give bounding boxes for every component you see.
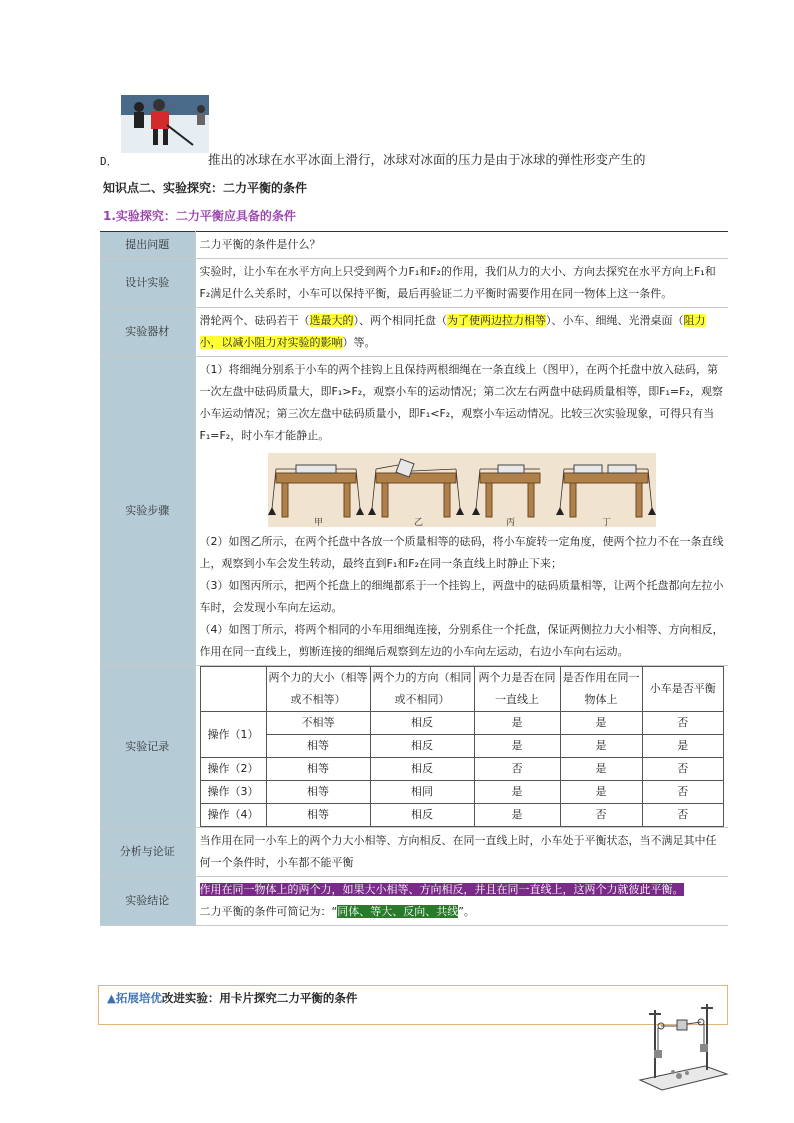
op-3: 操作（3） <box>200 781 266 804</box>
cell: 相反 <box>370 712 474 735</box>
op-4: 操作（4） <box>200 804 266 827</box>
equip-h2: 为了使两边拉力相等 <box>447 314 546 327</box>
rec-head-3: 两个力是否在同一直线上 <box>474 667 560 712</box>
conclusion-pre: 二力平衡的条件可简记为：“ <box>199 905 338 918</box>
cart-figure <box>268 453 656 527</box>
conclusion-hl: 同体、等大、反向、共线 <box>337 905 459 918</box>
fig-label-b: 乙 <box>413 518 423 527</box>
text-steps <box>195 357 728 666</box>
cell: 是 <box>474 804 560 827</box>
card-apparatus-image <box>635 1000 730 1095</box>
cell: 相等 <box>266 804 370 827</box>
cell: 是 <box>474 712 560 735</box>
cell: 相反 <box>370 735 474 758</box>
step-1: （1）将细绳分别系于小车的两个挂钩上且保持两根细绳在一条直线上（图甲），在两个托盘中放入砝码，第一次左盘中砝码质量大，即F₁>F₂，观察小车的运动情况；第二次左右两盘中砝码质量相等，即F₁=F₂，观察小车运动情况；第三次左盘中砝码质量小，即F₁<F₂，观察小车运动情况。比较三次实验现象，可得只有当F₁=F₂，时小车才能静止。 <box>199 363 723 442</box>
cell: 是 <box>560 781 642 804</box>
row-conclusion <box>100 877 728 926</box>
rec-head-1: 两个力的大小（相等或不相等） <box>266 667 370 712</box>
cell: 否 <box>642 781 724 804</box>
cell: 不相等 <box>266 712 370 735</box>
fig-label-c: 丙 <box>505 518 515 527</box>
hockey-photo <box>121 95 209 153</box>
cell: 相等 <box>266 758 370 781</box>
step-3: （3）如图丙所示，把两个托盘上的细绳都系于一个挂钩上，两盘中的砝码质量相等，让两个托盘都向左拉小车时，会发现小车向左运动。 <box>199 579 724 614</box>
text-analysis: 当作用在同一小车上的两个力大小相等、方向相反、在同一直线上时，小车处于平衡状态，当不满足其中任何一个条件时，小车都不能平衡 <box>195 828 728 877</box>
cell: 是 <box>474 735 560 758</box>
cell: 相等 <box>266 781 370 804</box>
cell: 否 <box>474 758 560 781</box>
table-row <box>200 735 724 758</box>
label-conclusion: 实验结论 <box>100 877 195 926</box>
extension-tag: 拓展培优 <box>115 991 162 1005</box>
record-cell <box>195 666 728 828</box>
rec-head-2: 两个力的方向（相同或不相同） <box>370 667 474 712</box>
label-design: 设计实验 <box>100 259 195 308</box>
text-conclusion <box>195 877 728 926</box>
label-analysis: 分析与论证 <box>100 828 195 877</box>
step-4: （4）如图丁所示，将两个相同的小车用细绳连接，分别系住一个托盘，保证两侧拉力大小相等、方向相反，作用在同一直线上，剪断连接的细绳后观察到左边的小车向左运动，右边小车向右运动。 <box>199 623 724 658</box>
extension-box <box>98 985 728 1025</box>
row-question <box>100 232 728 259</box>
extension-text: 改进实验：用卡片探究二力平衡的条件 <box>161 991 358 1005</box>
op-1: 操作（1） <box>200 712 266 758</box>
cell: 是 <box>560 712 642 735</box>
table-row <box>200 758 724 781</box>
cell: 是 <box>560 758 642 781</box>
label-question: 提出问题 <box>100 232 195 259</box>
cell: 否 <box>642 712 724 735</box>
step-2: （2）如图乙所示，在两个托盘中各放一个质量相等的砝码，将小车旋转一定角度，使两个拉力不在一条直线上，观察到小车会发生转动，最终直到F₁和F₂在同一条直线上时静止下来； <box>199 535 724 570</box>
cell: 相等 <box>266 735 370 758</box>
equip-t3: ）、小车、细绳、光滑桌面（ <box>546 314 684 327</box>
cell: 是 <box>560 735 642 758</box>
op-2: 操作（2） <box>200 758 266 781</box>
triangle-icon: ▲ <box>107 991 116 1005</box>
conclusion-post: ”。 <box>458 905 475 918</box>
cell: 否 <box>642 804 724 827</box>
label-equipment: 实验器材 <box>100 308 195 357</box>
row-equipment <box>100 308 728 357</box>
cell: 相反 <box>370 758 474 781</box>
equip-t1: 滑轮两个、砝码若干（ <box>199 314 310 327</box>
option-d-text: 推出的冰球在水平冰面上滑行，冰球对冰面的压力是由于冰球的弹性形变产生的 <box>208 152 646 167</box>
cell: 是 <box>474 781 560 804</box>
row-record <box>100 666 728 828</box>
label-record: 实验记录 <box>100 666 195 828</box>
text-question: 二力平衡的条件是什么？ <box>195 232 728 259</box>
cell: 相同 <box>370 781 474 804</box>
cell: 否 <box>642 758 724 781</box>
row-steps <box>100 357 728 666</box>
record-table <box>200 666 725 827</box>
row-analysis <box>100 828 728 877</box>
option-d-letter: D． <box>100 155 118 168</box>
table-row <box>200 804 724 827</box>
equip-h1: 选最大的 <box>309 314 354 327</box>
cell: 相反 <box>370 804 474 827</box>
fig-label-a: 甲 <box>313 518 323 527</box>
equip-h3: 阻力小，以减小阻力对实验的影响 <box>199 314 706 349</box>
extension-title <box>107 990 357 1006</box>
knowledge-point-title: 知识点二、实验探究：二力平衡的条件 <box>103 181 308 195</box>
text-design: 实验时，让小车在水平方向上只受到两个力F₁和F₂的作用，我们从力的大小、方向去探究在水平方向上F₁和F₂满足什么关系时，小车可以保持平衡，最后再验证二力平衡时需要作用在同一物体上这一条件。 <box>195 259 728 308</box>
cell: 是 <box>642 735 724 758</box>
equip-t2: ）、两个相同托盘（ <box>353 314 447 327</box>
label-steps: 实验步骤 <box>100 357 195 666</box>
section-title: 1.实验探究：二力平衡应具备的条件 <box>103 209 296 223</box>
text-equipment <box>195 308 728 357</box>
cell: 否 <box>560 804 642 827</box>
conclusion-line1: 作用在同一物体上的两个力，如果大小相等、方向相反，并且在同一直线上，这两个力就彼此平衡。 <box>199 883 684 896</box>
rec-head-5: 小车是否平衡 <box>642 667 724 712</box>
experiment-table <box>100 231 728 926</box>
fig-label-d: 丁 <box>601 518 611 527</box>
table-row <box>200 712 724 735</box>
equip-t4: ）等。 <box>342 336 376 349</box>
record-header <box>200 667 724 712</box>
row-design <box>100 259 728 308</box>
table-row <box>200 781 724 804</box>
rec-head-4: 是否作用在同一物体上 <box>560 667 642 712</box>
